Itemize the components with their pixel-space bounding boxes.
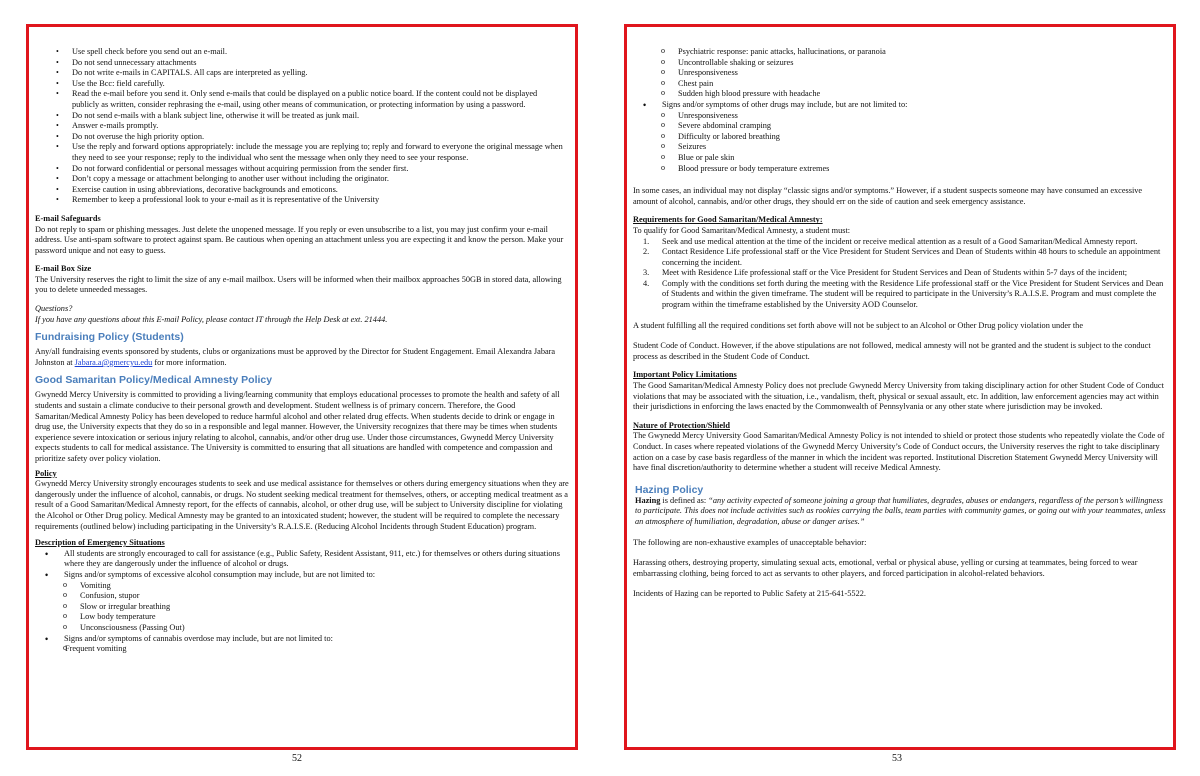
list-item: • Exercise caution in using abbreviations, decorative backgrounds and emoticons. <box>35 185 569 196</box>
list-item: o Difficulty or labored breathing <box>633 132 1167 143</box>
policy-heading: Policy <box>35 468 57 478</box>
list-item: o Frequent vomiting <box>35 644 569 655</box>
protection-text: The Gwynedd Mercy University Good Samaritan/Medical Amnesty Policy is not intended to shield or protect those students who repeatedly violate the Code of Conduct. In cases where repeated violations of the Gwynedd Mercy University’s Code of Conduct occurs, the University reserves the right to take disciplinary action on a case by case basis regardless of the manner in which the incident was reported. Institutional Discretion Statement Gwynedd Mercy University will have final discretion/authority to determine whether a student will receive Medical Amnesty. <box>633 431 1165 473</box>
list-item: • Do not write e-mails in CAPITALS. All caps are interpreted as yelling. <box>35 68 569 79</box>
list-item: • Signs and/or symptoms of other drugs may include, but are not limited to: <box>633 100 1167 111</box>
list-item: o Unresponsiveness <box>633 68 1167 79</box>
list-item: 3. Meet with Residence Life professional staff or the Vice President for Student Services and Dean of Students within 5-7 days of the incident; <box>643 268 1128 278</box>
questions-text: If you have any questions about this E-mail Policy, please contact IT through the Help Desk at ext. 21444. <box>35 314 388 324</box>
requirement-text: Comply with the conditions set forth during the meeting with the Residence Life professional staff or the Vice President for Student Services and Dean of Students and within the given timeframe. The student will be required to participate in the University’s R.A.I.S.E. Program and must complete the program within the timeframe established by the University AOD Counselor. <box>662 278 1164 310</box>
fulfilling-text-2: Student Code of Conduct. However, if the above stipulations are not followed, medical amnesty will not be granted and the student is subject to the conduct process as described in the Student Code of Conduct. <box>633 341 1151 361</box>
page-53 <box>624 24 1176 750</box>
hazing-report: Incidents of Hazing can be reported to Public Safety at 215-641-5522. <box>633 589 866 599</box>
list-item: o Sudden high blood pressure with headache <box>633 89 1167 100</box>
requirements-heading: Requirements for Good Samaritan/Medical Amnesty: <box>633 215 823 225</box>
hazing-definition-para <box>633 496 1167 528</box>
limitations-heading: Important Policy Limitations <box>633 370 737 380</box>
list-item: • All students are strongly encouraged to call for assistance (e.g., Public Safety, Resident Assistant, 911, etc.) for themselves or others during situations where they are dangerously under the influence of alcohol or drugs. <box>35 549 569 570</box>
list-item: • Read the e-mail before you send it. Only send e-mails that could be displayed on a public notice board. If the content could not be displayed publicly as written, consider rephrasing the e-mail, using other means of communication, or protecting information by using a password. <box>35 89 569 110</box>
fundraising-heading: Fundraising Policy (Students) <box>35 331 184 344</box>
hazing-examples: Harassing others, destroying property, simulating sexual acts, emotional, verbal or physical abuse, yelling or cursing at teammates, being forced to wear embarrassing clothing, being forced to act as servants to other players, and forced participation in alcohol-related behaviors. <box>633 558 1138 578</box>
list-item: • Use spell check before you send out an e-mail. <box>35 47 569 58</box>
hazing-heading: Hazing Policy <box>635 483 704 496</box>
list-item: o Blue or pale skin <box>633 153 1167 164</box>
list-item: • Answer e-mails promptly. <box>35 121 569 132</box>
requirements-list <box>633 237 1167 311</box>
caution-text: In some cases, an individual may not display “classic signs and/or symptoms.” However, if a student suspects someone may have consumed an excessive amount of alcohol, cannabis, and/or other drugs, they should err on the side of caution and seek emergency assistance. <box>633 186 1143 206</box>
hazing-definition: “any activity expected of someone joining a group that humiliates, degrades, abuses or endangers, regardless of the person’s willingness to participate. This does not include activities such as rookies carrying the balls, team parties with community games, or going out with your teammates, unless an atmosphere of humiliation, degradation, abuse or danger arises.” <box>635 495 1166 526</box>
hazing-is: is defined as: <box>660 495 709 505</box>
boxsize-text: The University reserves the right to limit the size of any e-mail mailbox. Users will be informed when their mailbox approaches 50GB in stored data, allowing you to delete unneeded messages. <box>35 274 562 295</box>
list-item: o Vomiting <box>35 581 569 592</box>
cannabis-signs-list <box>633 47 1167 174</box>
list-item: • Don’t copy a message or attachment belonging to another user without including the originator. <box>35 174 569 185</box>
protection-heading: Nature of Protection/Shield <box>633 420 730 430</box>
list-item: o Blood pressure or body temperature extremes <box>633 164 1167 175</box>
list-item: • Remember to keep a professional look to your e-mail as it is representative of the University <box>35 195 569 206</box>
list-item: • Use the reply and forward options appropriately: include the message you are replying to; reply and forward to everyone the original message when they need to see your response; reply to the individual who sent the message when only they need to see your response. <box>35 142 569 163</box>
requirement-text: Seek and use medical attention at the time of the incident or receive medical attention as a result of a Good Samaritan/Medical Amnesty report. <box>662 236 1138 246</box>
list-item: • Do not send unnecessary attachments <box>35 58 569 69</box>
list-item: o Confusion, stupor <box>35 591 569 602</box>
list-item: • Use the Bcc: field carefully. <box>35 79 569 90</box>
list-item: o Low body temperature <box>35 612 569 623</box>
page-52 <box>26 24 578 750</box>
hazing-term: Hazing <box>635 495 661 505</box>
list-item: 4. Comply with the conditions set forth during the meeting with the Residence Life professional staff or the Vice President for Student Services and Dean of Students and within the given timeframe. The student will be required to participate in the University’s R.A.I.S.E. Program and must complete the program within the timeframe established by the University AOD Counselor. <box>643 278 1164 310</box>
fundraising-text-start: Any/all fundraising events sponsored by students, clubs or organizations must be approved by the Director for Student Engagement. Email Alexandra Jabara Johnston at <box>35 347 556 367</box>
fundraising-text-end: for more information. <box>152 357 227 367</box>
email-tips-list <box>35 47 569 206</box>
list-item: • Do not overuse the high priority option. <box>35 132 569 143</box>
samaritan-heading: Good Samaritan Policy/Medical Amnesty Policy <box>35 374 273 387</box>
list-item: o Unresponsiveness <box>633 111 1167 122</box>
list-item: • Do not send e-mails with a blank subject line, otherwise it will be treated as junk mail. <box>35 111 569 122</box>
samaritan-intro: Gwynedd Mercy University is committed to providing a living/learning community that employs educational processes to promote the health and safety of all students and sustain a climate conducive to their personal growth and development. Student wellness is of primary concern. Therefore, the Good Samaritan/Medical Amnesty Policy has been developed to reduce harmful alcohol and other related drug effects. When students decide to drink or engage in drug use, the University expects that they do so in a responsible and legal manner. However, the University recognizes that there may be times when students experience severe intoxication or serious injury relating to alcohol, cannabis, and/or other drug use. Under those circumstances, Gwynedd Mercy University expects students to call for medical assistance. The University is committed to ensuring that all situations are handled with competence and compassion and prioritize safety over policy violation. <box>35 390 560 463</box>
list-item: o Chest pain <box>633 79 1167 90</box>
questions-label: Questions? <box>35 304 73 314</box>
list-item: 2. Contact Residence Life professional staff or the Vice President for Student Services and Dean of Students within 48 hours to schedule an appointment concerning the incident. <box>643 247 1161 267</box>
list-item: o Unconsciousness (Passing Out) <box>35 623 569 634</box>
hazing-examples-intro: The following are non-exhaustive examples of unacceptable behavior: <box>633 537 867 547</box>
list-item: o Uncontrollable shaking or seizures <box>633 58 1167 69</box>
list-item: • Signs and/or symptoms of cannabis overdose may include, but are not limited to: <box>35 634 569 645</box>
fundraising-email-link[interactable]: Jabara.a@gmercyu.edu <box>74 357 153 367</box>
list-item: • Signs and/or symptoms of excessive alcohol consumption may include, but are not limited to: <box>35 570 569 581</box>
list-item: o Psychiatric response: panic attacks, hallucinations, or paranoia <box>633 47 1167 58</box>
list-item: o Slow or irregular breathing <box>35 602 569 613</box>
page-52-content <box>35 47 569 655</box>
emergency-list <box>35 549 569 655</box>
limitations-text: The Good Samaritan/Medical Amnesty Policy does not preclude Gwynedd Mercy University from taking disciplinary action for other Student Code of Conduct violations that may be associated with the situation, i.e., vandalism, theft, physical or sexual assault, etc. In addition, law enforcement agencies may act within their jurisdictions in enforcing the laws enacted by the Commonwealth of Pennsylvania or any other state where jurisdiction may be invoked. <box>633 381 1164 412</box>
page-number-left: 52 <box>292 753 302 764</box>
list-item: o Seizures <box>633 142 1167 153</box>
page-53-content <box>633 47 1167 600</box>
list-item: • Do not forward confidential or personal messages without acquiring permission from the sender first. <box>35 164 569 175</box>
safeguards-text: Do not reply to spam or phishing messages. Just delete the unopened message. If you reply or even unsubscribe to a list, you may just confirm your e-mail address. Use anti-spam software to protect against spam. Be cautious when opening an attachment unless you are expecting it and know the person. Make your password unique and not easy to guess. <box>35 224 564 255</box>
boxsize-heading: E-mail Box Size <box>35 264 92 274</box>
safeguards-heading: E-mail Safeguards <box>35 213 101 223</box>
requirement-text: Meet with Residence Life professional staff or the Vice President for Student Services and Dean of Students within 5-7 days of the incident; <box>662 268 1128 278</box>
list-item: 1. Seek and use medical attention at the time of the incident or receive medical attention as a result of a Good Samaritan/Medical Amnesty report. <box>643 236 1138 246</box>
emergency-heading: Description of Emergency Situations <box>35 538 165 548</box>
fulfilling-text-1: A student fulfilling all the required conditions set forth above will not be subject to an Alcohol or Other Drug policy violation under the <box>633 320 1084 330</box>
page-number-right: 53 <box>892 753 902 764</box>
fundraising-text <box>35 347 569 368</box>
requirement-text: Contact Residence Life professional staff or the Vice President for Student Services and Dean of Students within 48 hours to schedule an appointment concerning the incident. <box>662 247 1161 267</box>
requirements-intro: To qualify for Good Samaritan/Medical Amnesty, a student must: <box>633 225 851 235</box>
list-item: o Severe abdominal cramping <box>633 121 1167 132</box>
policy-text: Gwynedd Mercy University strongly encourages students to seek and use medical assistance for themselves or others during emergency situations when they are dangerously under the influence of alcohol, cannabis, or drugs. No student seeking medical treatment for themselves, others, or accepting medical treatment as a result of a Good Samaritan/Medical Amnesty report, for the effects of cannabis, alcohol, or other drug use, will be subject to University discipline for violating the Alcohol or Other Drug policy. Medical Amnesty may be granted to an intoxicated student; however, the student will be required to complete the necessary requirements (outlined below) including participating in the University’s R.A.I.S.E. (Reducing Alcohol Incidents through Student Education) program. <box>35 479 569 531</box>
